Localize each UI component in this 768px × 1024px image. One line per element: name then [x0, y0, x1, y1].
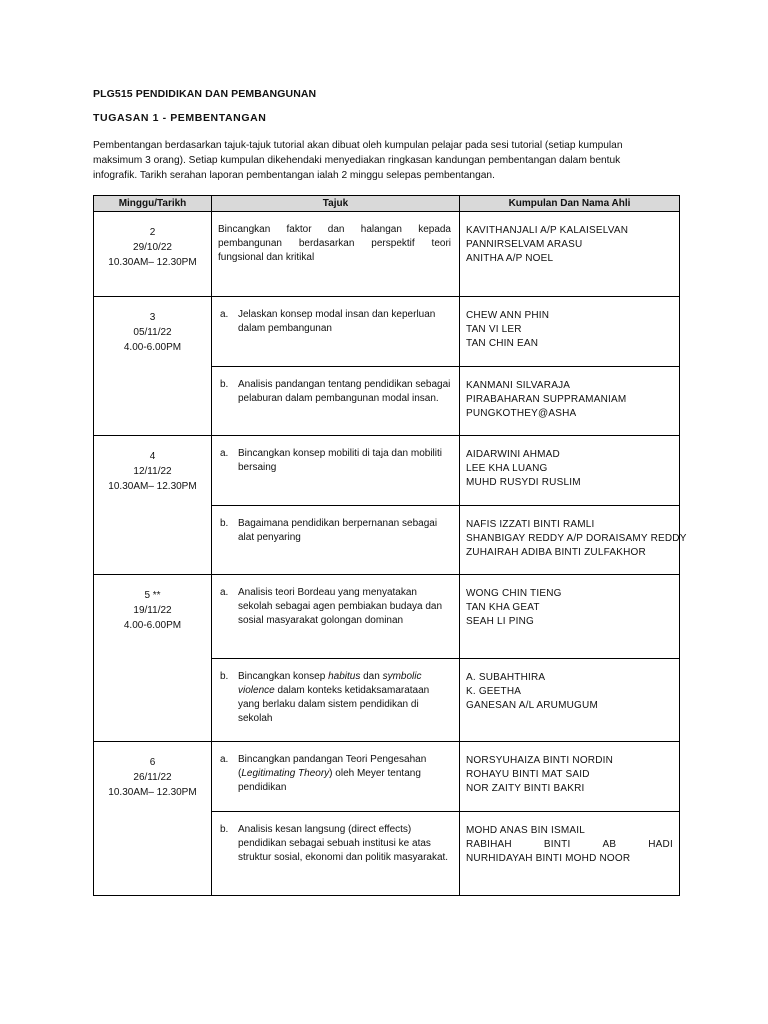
member-name-part: HADI	[648, 839, 673, 850]
week-cell	[94, 297, 212, 436]
week-number: 4	[149, 451, 156, 462]
topic-text-part: dan	[360, 671, 383, 682]
members-cell	[460, 436, 680, 506]
topic-cell	[212, 212, 460, 297]
member-name: AIDARWINI AHMAD	[466, 449, 560, 460]
week-number: 6	[149, 757, 156, 768]
topic-text: Analisis teori Bordeau yang menyatakan sekolah sebagai agen pembiakan budaya dan sosial masyarakat golongan dominan	[238, 587, 443, 626]
topic-text-part: dalam konteks ketidaksamarataan yang berlaku dalam sistem pendidikan di sekolah	[238, 685, 430, 724]
week-date: 26/11/22	[133, 772, 172, 783]
member-name: TAN VI LER	[466, 324, 522, 335]
topic-letter: a.	[220, 309, 229, 320]
member-name: LEE KHA LUANG	[466, 463, 548, 474]
member-name: CHEW ANN PHIN	[466, 310, 550, 321]
members-cell	[460, 659, 680, 742]
member-name: NOR ZAITY BINTI BAKRI	[466, 783, 585, 794]
topic-term-habitus: habitus	[328, 671, 361, 682]
header-topic: Tajuk	[212, 196, 460, 212]
week-time: 10.30AM– 12.30PM	[108, 481, 197, 492]
member-name: WONG CHIN TIENG	[466, 588, 562, 599]
member-name: GANESAN A/L ARUMUGUM	[466, 700, 598, 711]
member-name: SEAH LI PING	[466, 616, 534, 627]
members-cell	[460, 812, 680, 896]
members-cell	[460, 575, 680, 659]
member-name: A. SUBAHTHIRA	[466, 672, 546, 683]
topic-text	[238, 670, 451, 726]
week-cell	[94, 212, 212, 297]
topic-letter: b.	[220, 671, 229, 682]
member-name: SHANBIGAY REDDY A/P DORAISAMY REDDY	[466, 533, 687, 544]
topic-cell	[212, 367, 460, 436]
member-name-part: RABIHAH	[466, 839, 512, 850]
member-name: K. GEETHA	[466, 686, 522, 697]
member-name: ZUHAIRAH ADIBA BINTI ZULFAKHOR	[466, 547, 646, 558]
topic-term-legitimating-theory: Legitimating Theory	[241, 768, 330, 779]
member-name: ROHAYU BINTI MAT SAID	[466, 769, 590, 780]
member-name: TAN CHIN EAN	[466, 338, 539, 349]
week-date: 05/11/22	[133, 327, 172, 338]
member-name: KAVITHANJALI A/P KALAISELVAN	[466, 225, 629, 236]
topic-text: Jelaskan konsep modal insan dan keperluan dalam pembangunan	[238, 309, 436, 334]
week-number: 2	[149, 227, 156, 238]
member-name: ANITHA A/P NOEL	[466, 253, 554, 264]
member-name: KANMANI SILVARAJA	[466, 380, 571, 391]
topic-cell	[212, 506, 460, 575]
topic-letter: a.	[220, 754, 229, 765]
member-name: NAFIS IZZATI BINTI RAMLI	[466, 519, 595, 530]
member-name-part: BINTI	[543, 839, 571, 850]
topic-text-part: ) oleh Meyer tentang pendidikan	[238, 768, 421, 793]
course-title: PLG515 PENDIDIKAN DAN PEMBANGUNAN	[93, 88, 317, 100]
week-cell	[94, 436, 212, 575]
table-header-row	[94, 196, 680, 212]
topic-text: Bincangkan faktor dan halangan kepada pembangunan berdasarkan perspektif teori fungsional dan kritikal	[218, 224, 451, 263]
week-cell	[94, 742, 212, 896]
members-cell	[460, 506, 687, 575]
topic-text: Bincangkan konsep mobiliti di taja dan mobiliti bersaing	[238, 448, 443, 473]
member-name: NORSYUHAIZA BINTI NORDIN	[466, 755, 614, 766]
topic-cell	[212, 436, 460, 506]
member-name	[466, 838, 673, 852]
week-number: 3	[149, 312, 156, 323]
topic-letter: b.	[220, 379, 229, 390]
member-name: NURHIDAYAH BINTI MOHD NOOR	[466, 853, 631, 864]
instructions-paragraph	[93, 138, 678, 183]
topic-text: Bagaimana pendidikan berpernanan sebagai alat penyaring	[238, 518, 438, 543]
header-week-date: Minggu/Tarikh	[94, 196, 212, 212]
members-cell	[460, 297, 680, 367]
topic-text: Analisis kesan langsung (direct effects) pendidikan sebagai sebuah institusi ke atas struktur sosial, ekonomi dan politik masyarakat.	[238, 824, 449, 863]
table-row	[94, 436, 680, 506]
topic-text-part: Bincangkan pandangan Teori Pengesahan (	[238, 754, 427, 779]
member-name-part: AB	[602, 839, 617, 850]
topic-cell	[212, 742, 460, 812]
member-name: MOHD ANAS BIN ISMAIL	[466, 825, 586, 836]
assignment-title: TUGASAN 1 - PEMBENTANGAN	[93, 112, 267, 124]
member-name: TAN KHA GEAT	[466, 602, 540, 613]
instructions-line: maksimum 3 orang). Setiap kumpulan dikehendaki menyediakan ringkasan kandungan pembentangan dalam bentuk	[93, 155, 621, 166]
instructions-line: infografik. Tarikh serahan laporan pembentangan ialah 2 minggu selepas pembentangan.	[93, 170, 495, 181]
topic-text: Analisis pandangan tentang pendidikan sebagai pelaburan dalam pembangunan modal insan.	[238, 379, 451, 404]
week-time: 10.30AM– 12.30PM	[108, 787, 197, 798]
topic-letter: b.	[220, 518, 229, 529]
week-date: 19/11/22	[133, 605, 172, 616]
table-row	[94, 575, 680, 659]
week-time: 4.00-6.00PM	[123, 342, 182, 353]
week-date: 12/11/22	[133, 466, 172, 477]
instructions-line: Pembentangan berdasarkan tajuk-tajuk tutorial akan dibuat oleh kumpulan pelajar pada sesi tutorial (setiap kumpulan	[93, 140, 623, 151]
topic-cell	[212, 297, 460, 367]
members-cell	[460, 742, 680, 812]
topic-cell	[212, 659, 460, 742]
week-date: 29/10/22	[133, 242, 172, 253]
members-cell	[460, 212, 680, 297]
topic-cell	[212, 812, 460, 896]
members-cell	[460, 367, 680, 436]
header-group-members: Kumpulan Dan Nama Ahli	[460, 196, 680, 212]
member-name: PANNIRSELVAM ARASU	[466, 239, 583, 250]
week-time: 4.00-6.00PM	[123, 620, 182, 631]
topic-cell	[212, 575, 460, 659]
table-row	[94, 212, 680, 297]
member-name: MUHD RUSYDI RUSLIM	[466, 477, 581, 488]
week-time: 10.30AM– 12.30PM	[108, 257, 197, 268]
topic-letter: a.	[220, 587, 229, 598]
topic-letter: b.	[220, 824, 229, 835]
presentation-schedule-table	[93, 195, 687, 896]
topic-text	[238, 753, 451, 795]
week-cell	[94, 575, 212, 742]
table-row	[94, 742, 680, 812]
table-row	[94, 297, 680, 367]
week-number: 5 **	[144, 590, 161, 601]
topic-letter: a.	[220, 448, 229, 459]
topic-text-part: Bincangkan konsep	[238, 671, 329, 682]
topic-term-symbolic-violence: symbolic violence	[238, 671, 422, 696]
member-name: PIRABAHARAN SUPPRAMANIAM	[466, 394, 627, 405]
member-name: PUNGKOTHEY@ASHA	[466, 408, 577, 419]
